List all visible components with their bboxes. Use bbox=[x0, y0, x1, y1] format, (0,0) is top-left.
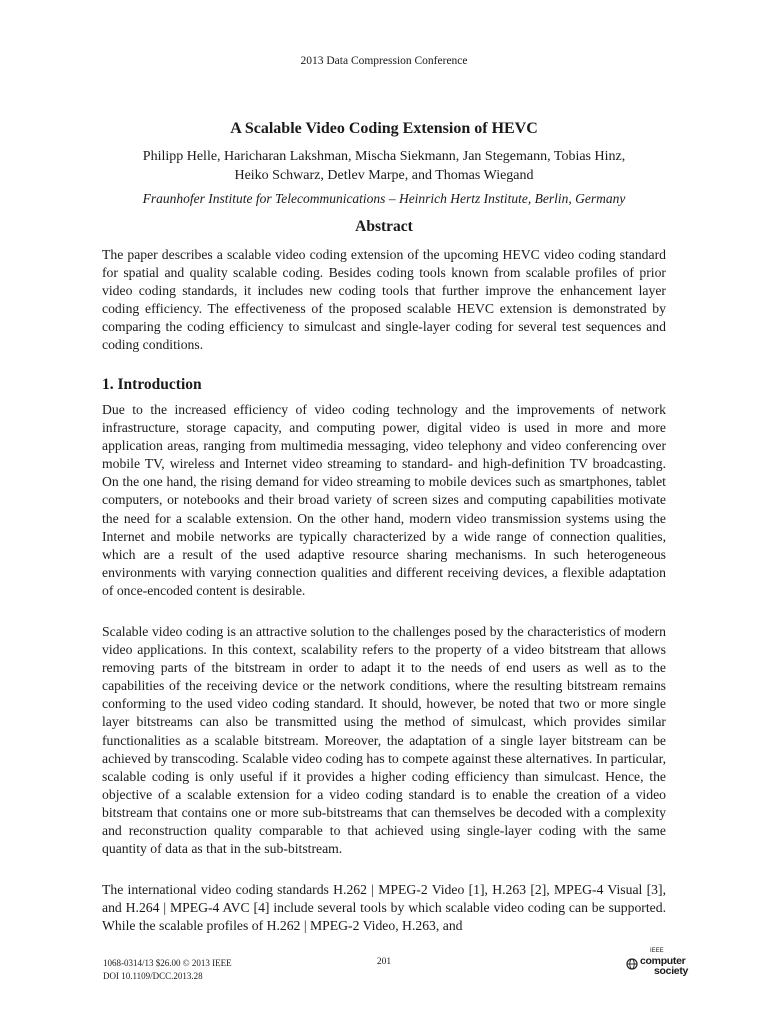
section-heading-introduction: 1. Introduction bbox=[102, 376, 202, 393]
abstract-text: The paper describes a scalable video coding extension of the upcoming HEVC video coding standard for spatial and quality scalable coding. Besides coding tools known from scalable profiles of prior video coding standards, it includes new coding tools that further improve the enhancement layer coding efficiency. The effectiveness of the proposed scalable HEVC extension is demonstrated by comparing the coding efficiency to simulcast and single-layer coding for several test sequences and coding conditions. bbox=[102, 247, 666, 353]
authors-line-2: Heiko Schwarz, Detlev Marpe, and Thomas Wiegand bbox=[234, 168, 534, 183]
intro-paragraph-3: The international video coding standards H.262 | MPEG-2 Video [1], H.263 [2], MPEG-4 Visual [3], and H.264 | MPEG-4 AVC [4] include several tools by which scalable video coding can be supported. While the scalable profiles of H.262 | MPEG-2 Video, H.263, and bbox=[102, 882, 666, 934]
conference-header: 2013 Data Compression Conference bbox=[300, 55, 468, 67]
globe-icon bbox=[626, 958, 638, 970]
affiliation: Fraunhofer Institute for Telecommunications – Heinrich Hertz Institute, Berlin, Germany bbox=[142, 191, 626, 206]
abstract-heading: Abstract bbox=[355, 218, 413, 235]
footer-doi: DOI 10.1109/DCC.2013.28 bbox=[103, 971, 203, 981]
intro-paragraph-1: Due to the increased efficiency of video coding technology and the improvements of network infrastructure, storage capacity, and computing power, digital video is used in more and more application areas, ranging from multimedia messaging, video telephony and video conferencing over mobile TV, wireless and Internet video streaming to standard- and high-definition TV broadcasting. On the one hand, the rising demand for video streaming to mobile devices such as smartphones, tablet computers, or notebooks and their broad variety of screen sizes and computing capabilities motivate the need for a scalable extension. On the other hand, modern video transmission systems using the Internet and mobile networks are typically characterized by a wide range of connection qualities, which are a result of the used adaptive resource sharing mechanisms. In such heterogeneous environments with varying connection qualities and different receiving devices, a flexible adaptation of once-encoded content is desirable. bbox=[102, 402, 666, 598]
computer-society-logo bbox=[624, 948, 694, 978]
footer-issn: 1068-0314/13 $26.00 © 2013 IEEE bbox=[103, 958, 232, 968]
author-list bbox=[100, 147, 668, 185]
logo-ieee-text: IEEE bbox=[650, 948, 664, 954]
authors-line-1: Philipp Helle, Haricharan Lakshman, Mischa Siekmann, Jan Stegemann, Tobias Hinz, bbox=[142, 149, 626, 164]
logo-word-society: society bbox=[654, 965, 689, 977]
page-number: 201 bbox=[376, 957, 392, 967]
paper-title: A Scalable Video Coding Extension of HEVC bbox=[230, 120, 538, 137]
footer-copyright bbox=[103, 957, 232, 983]
intro-paragraph-2: Scalable video coding is an attractive solution to the challenges posed by the characteristics of modern video applications. In this context, scalability refers to the property of a video bitstream that allows removing parts of the bitstream in order to adapt it to the needs of end users as well as to the capabilities of the receiving device or the network conditions, where the resulting bitstream remains conforming to the used video coding standard. It should, however, be noted that two or more single layer bitstreams can also be transmitted using the method of simulcast, which provides similar functionalities as a scalable bitstream. Moreover, the adaptation of a single layer bitstream can be achieved by transcoding. Scalable video coding has to compete against these alternatives. In particular, scalable coding is only useful if it provides a higher coding efficiency than simulcast. Hence, the objective of a scalable extension for a video coding standard is to enable the creation of a video bitstream that contains one or more sub-bitstreams that can themselves be decoded with a complexity and reconstruction quality comparable to that achieved using single-layer coding with the same quantity of data as that in the sub-bitstream. bbox=[102, 624, 666, 857]
logo-word-computer: computer bbox=[640, 955, 686, 967]
